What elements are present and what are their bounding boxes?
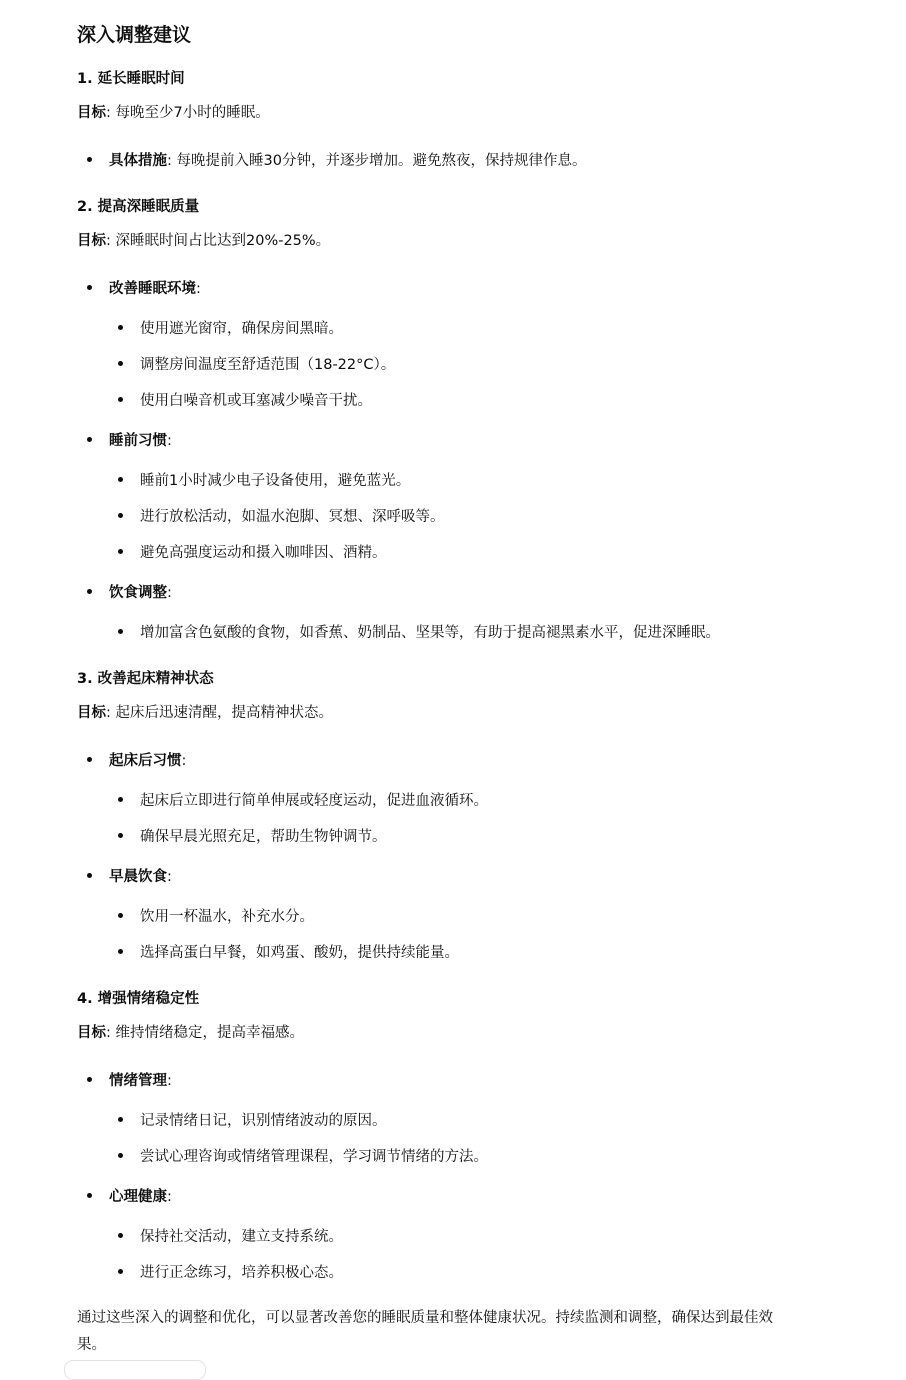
sub-item-text: 进行正念练习，培养积极心态。 bbox=[140, 1265, 343, 1281]
sub-list-item bbox=[140, 317, 343, 338]
closing-paragraph: 通过这些深入的调整和优化，可以显著改善您的睡眠质量和整体健康状况。持续监测和调整，确保达到最佳效果。 bbox=[77, 1310, 773, 1353]
item-label: 饮食调整 bbox=[109, 585, 167, 601]
sub-item-text: 保持社交活动，建立支持系统。 bbox=[140, 1229, 343, 1245]
section-heading-4: 4. 增强情绪稳定性 bbox=[77, 991, 200, 1007]
sub-list-item bbox=[140, 905, 314, 926]
sub-item-text: 确保早晨光照充足，帮助生物钟调节。 bbox=[140, 829, 387, 845]
bullet-icon bbox=[118, 477, 123, 482]
goal-text: : 深睡眠时间占比达到20%-25%。 bbox=[106, 233, 331, 249]
list-item bbox=[109, 749, 186, 770]
goal-text: : 维持情绪稳定，提高幸福感。 bbox=[106, 1025, 304, 1041]
bullet-icon bbox=[87, 589, 92, 594]
sub-item-text: 避免高强度运动和摄入咖啡因、酒精。 bbox=[140, 545, 387, 561]
item-text: : 每晚提前入睡30分钟，并逐步增加。避免熬夜，保持规律作息。 bbox=[167, 153, 587, 169]
sub-list-item bbox=[140, 505, 445, 526]
bullet-icon bbox=[118, 325, 123, 330]
section-goal-3 bbox=[77, 701, 333, 722]
sub-item-text: 调整房间温度至舒适范围（18-22°C）。 bbox=[140, 357, 396, 373]
list-item bbox=[109, 149, 586, 170]
sub-item-text: 记录情绪日记，识别情绪波动的原因。 bbox=[140, 1113, 387, 1129]
sub-list-item bbox=[140, 1109, 387, 1130]
sub-item-text: 进行放松活动，如温水泡脚、冥想、深呼吸等。 bbox=[140, 509, 445, 525]
sub-item-text: 使用遮光窗帘，确保房间黑暗。 bbox=[140, 321, 343, 337]
item-text: : bbox=[167, 433, 172, 449]
sub-list-item bbox=[140, 621, 720, 642]
bullet-icon bbox=[118, 913, 123, 918]
bullet-icon bbox=[87, 757, 92, 762]
item-text: : bbox=[167, 1189, 172, 1205]
section-goal-4 bbox=[77, 1021, 304, 1042]
bullet-icon bbox=[118, 513, 123, 518]
bullet-icon bbox=[118, 629, 123, 634]
bullet-icon bbox=[87, 157, 92, 162]
list-item bbox=[109, 1069, 172, 1090]
bullet-icon bbox=[118, 397, 123, 402]
action-bar[interactable] bbox=[64, 1360, 206, 1380]
sub-item-text: 使用白噪音机或耳塞减少噪音干扰。 bbox=[140, 393, 372, 409]
bullet-icon bbox=[118, 361, 123, 366]
sub-list-item bbox=[140, 353, 395, 374]
sub-list-item bbox=[140, 541, 387, 562]
sub-list-item bbox=[140, 1261, 343, 1282]
item-label: 具体措施 bbox=[109, 153, 167, 169]
item-text: : bbox=[167, 585, 172, 601]
goal-label: 目标 bbox=[77, 705, 106, 721]
item-text: : bbox=[167, 869, 172, 885]
item-label: 心理健康 bbox=[109, 1189, 167, 1205]
section-goal-1 bbox=[77, 101, 270, 122]
bullet-icon bbox=[87, 873, 92, 878]
page-title: 深入调整建议 bbox=[77, 24, 192, 46]
goal-label: 目标 bbox=[77, 233, 106, 249]
bullet-icon bbox=[87, 1077, 92, 1082]
bullet-icon bbox=[87, 285, 92, 290]
sub-list-item bbox=[140, 469, 410, 490]
bullet-icon bbox=[118, 833, 123, 838]
bullet-icon bbox=[87, 437, 92, 442]
item-label: 睡前习惯 bbox=[109, 433, 167, 449]
sub-item-text: 睡前1小时减少电子设备使用，避免蓝光。 bbox=[140, 473, 411, 489]
sub-list-item bbox=[140, 389, 372, 410]
bullet-icon bbox=[118, 549, 123, 554]
list-item bbox=[109, 865, 172, 886]
bullet-icon bbox=[87, 1193, 92, 1198]
list-item bbox=[109, 1185, 172, 1206]
sub-item-text: 起床后立即进行简单伸展或轻度运动，促进血液循环。 bbox=[140, 793, 488, 809]
item-text: : bbox=[196, 281, 201, 297]
list-item bbox=[109, 277, 201, 298]
item-label: 早晨饮食 bbox=[109, 869, 167, 885]
goal-label: 目标 bbox=[77, 1025, 106, 1041]
sub-item-text: 尝试心理咨询或情绪管理课程，学习调节情绪的方法。 bbox=[140, 1149, 488, 1165]
sub-item-text: 饮用一杯温水，补充水分。 bbox=[140, 909, 314, 925]
sub-list-item bbox=[140, 941, 459, 962]
goal-label: 目标 bbox=[77, 105, 106, 121]
goal-text: : 每晚至少7小时的睡眠。 bbox=[106, 105, 270, 121]
sub-list-item bbox=[140, 789, 488, 810]
list-item bbox=[109, 581, 172, 602]
bullet-icon bbox=[118, 1153, 123, 1158]
sub-list-item bbox=[140, 825, 387, 846]
item-text: : bbox=[181, 753, 187, 769]
item-label: 情绪管理 bbox=[109, 1073, 167, 1089]
list-item bbox=[109, 429, 172, 450]
section-heading-2: 2. 提高深睡眠质量 bbox=[77, 199, 200, 215]
section-heading-3: 3. 改善起床精神状态 bbox=[77, 671, 214, 687]
bullet-icon bbox=[118, 949, 123, 954]
sub-list-item bbox=[140, 1225, 343, 1246]
sub-item-text: 选择高蛋白早餐，如鸡蛋、酸奶，提供持续能量。 bbox=[140, 945, 459, 961]
bullet-icon bbox=[118, 1117, 123, 1122]
section-goal-2 bbox=[77, 229, 330, 250]
bullet-icon bbox=[118, 1233, 123, 1238]
sub-list-item bbox=[140, 1145, 488, 1166]
goal-text: : 起床后迅速清醒，提高精神状态。 bbox=[106, 705, 333, 721]
section-heading-1: 1. 延长睡眠时间 bbox=[77, 71, 185, 87]
bullet-icon bbox=[118, 797, 123, 802]
bullet-icon bbox=[118, 1269, 123, 1274]
sub-item-text: 增加富含色氨酸的食物，如香蕉、奶制品、坚果等，有助于提高褪黑素水平，促进深睡眠。 bbox=[140, 625, 720, 641]
item-text: : bbox=[167, 1073, 172, 1089]
item-label: 改善睡眠环境 bbox=[109, 281, 196, 297]
item-label: 起床后习惯 bbox=[109, 753, 182, 769]
